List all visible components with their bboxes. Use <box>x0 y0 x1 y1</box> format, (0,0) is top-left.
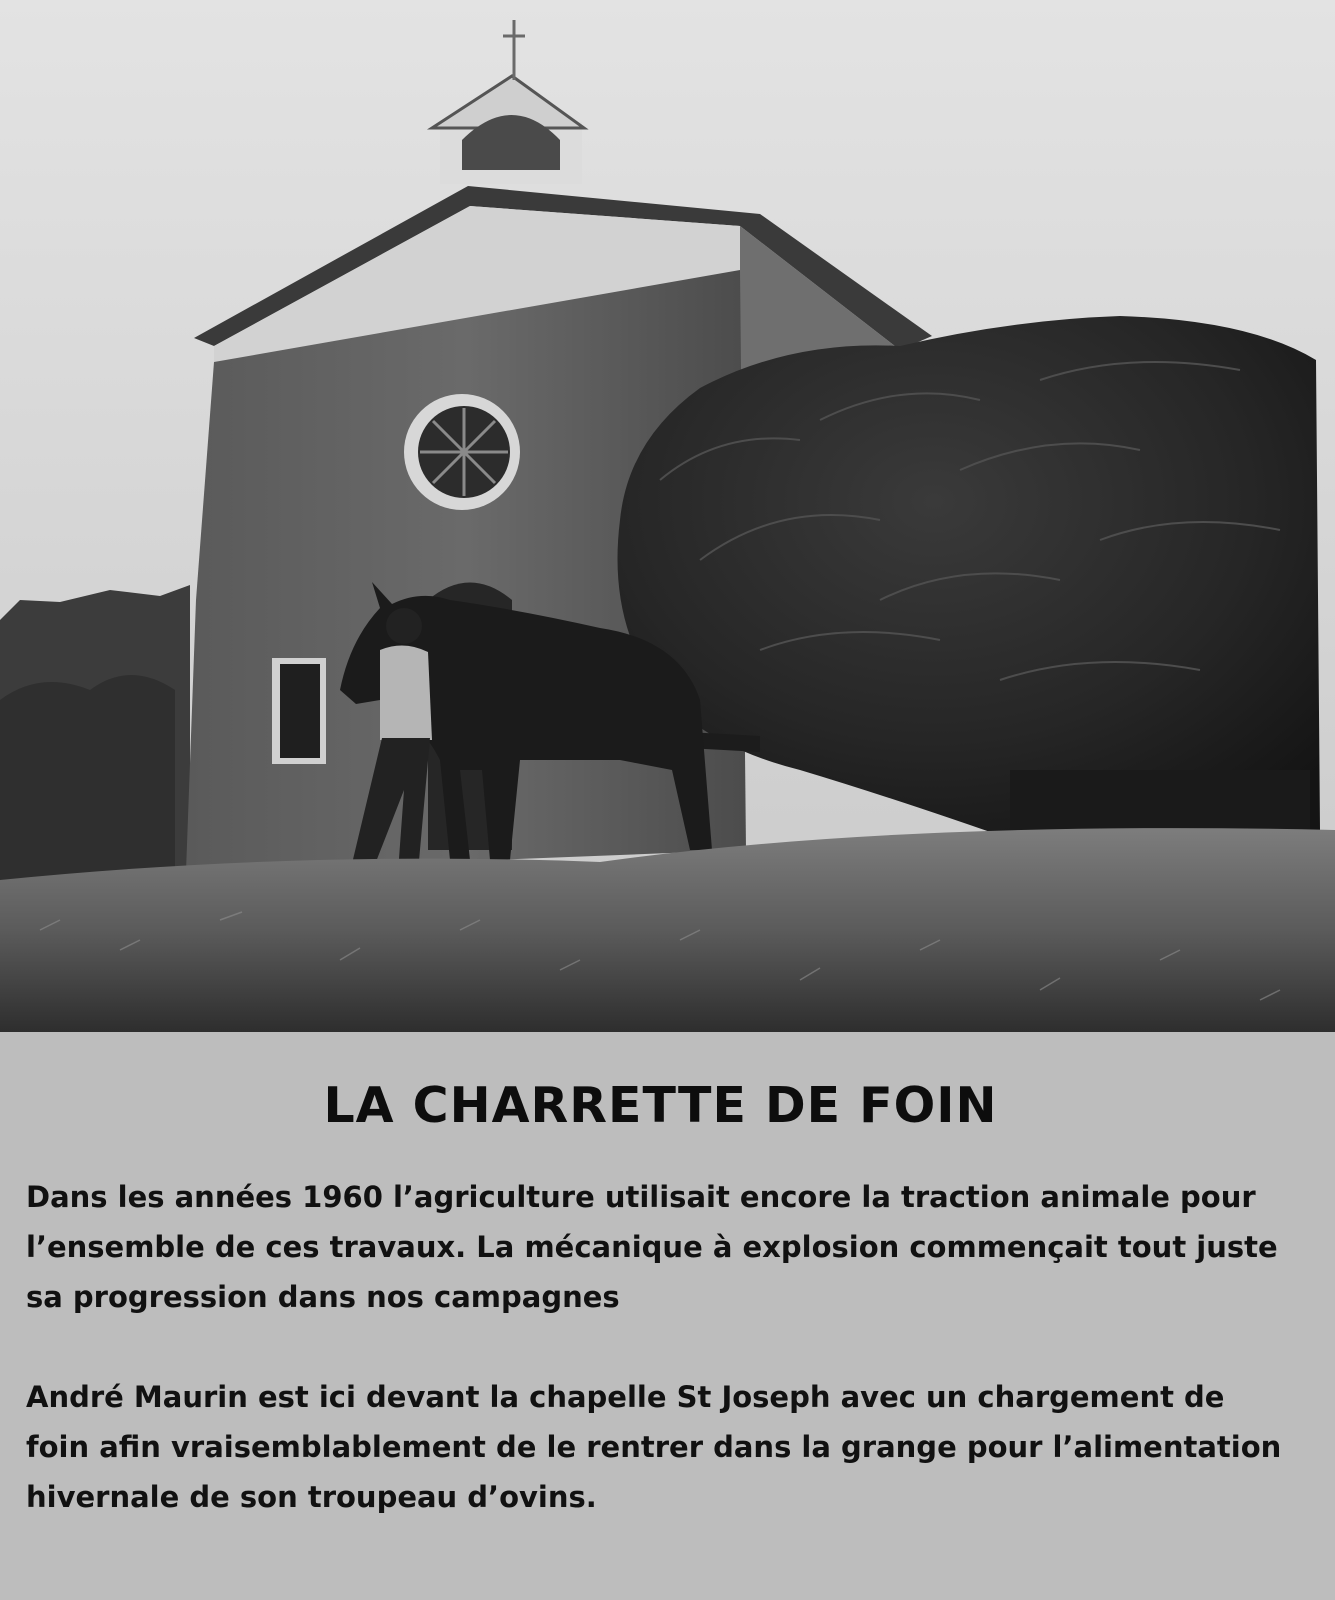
caption-panel <box>0 1032 1335 1600</box>
caption-paragraph-1: Dans les années 1960 l’agriculture utilisait encore la traction animale pour l’ensemble de ces travaux. La mécanique à explosion commençait tout juste sa progression dans nos campagnes <box>26 1180 1278 1314</box>
shrub-left <box>0 675 175 900</box>
side-window <box>280 664 320 758</box>
rose-window-tracery <box>420 408 508 496</box>
caption-title: LA CHARRETTE DE FOIN <box>323 1077 998 1134</box>
caption-paragraph-2: André Maurin est ici devant la chapelle St Joseph avec un chargement de foin afin vraisemblablement de le rentrer dans la grange pour l’alimentation hivernale de son troupeau d’ovins. <box>26 1380 1282 1514</box>
